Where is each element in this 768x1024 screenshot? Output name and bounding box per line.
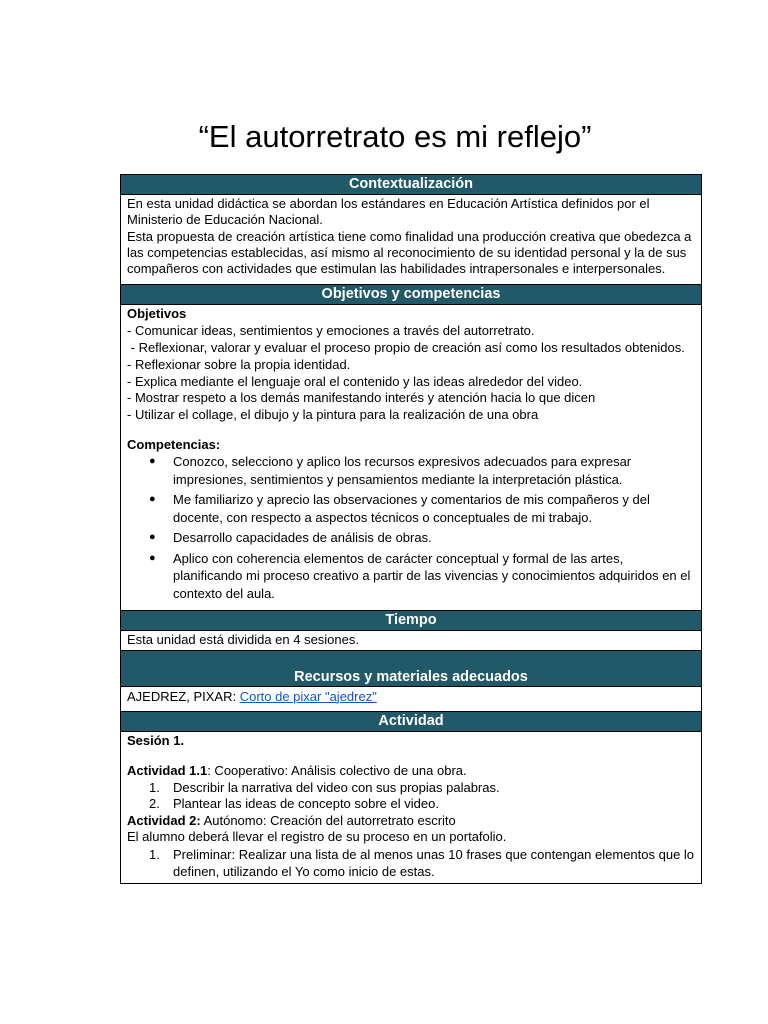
competencia-item: ● Aplico con coherencia elementos de carácter conceptual y formal de las artes, planificando mi proceso creativo a partir de las vivencias y conocimientos adquiridos en el contexto del aula. <box>149 550 695 603</box>
item-text: Describir la narrativa del video con sus propias palabras. <box>173 779 500 795</box>
item-number: 1. <box>149 779 160 795</box>
section-header-recursos: Recursos y materiales adecuados <box>121 651 701 687</box>
pixar-video-link[interactable]: Corto de pixar "ajedrez" <box>239 688 377 704</box>
actividad-2-note: El alumno deberá llevar el registro de su proceso en un portafolio. <box>127 829 507 845</box>
competencia-item: ● Me familiarizo y aprecio las observaciones y comentarios de mis compañeros y del docente, con respecto a aspectos técnicos o conceptuales de mi trabajo. <box>149 491 695 526</box>
item-number: 1. <box>149 846 160 862</box>
actividad-2-list <box>127 846 695 881</box>
objetivo-item: - Comunicar ideas, sentimientos y emociones a través del autorretrato. <box>127 322 535 338</box>
actividad-2-line <box>127 813 695 830</box>
recursos-cell <box>121 687 701 712</box>
lesson-table <box>120 174 702 884</box>
tiempo-cell <box>121 631 701 650</box>
competencia-item: ● Conozco, selecciono y aplico los recursos expresivos adecuados para expresar impresiones, sentimientos y pensamientos mediante la interpretación plástica. <box>149 453 695 488</box>
actividad-2-text: Autónomo: Creación del autorretrato escrito <box>200 812 456 828</box>
item-text: Preliminar: Realizar una lista de al menos unas 10 frases que contengan elementos que lo definen, utilizando el Yo como inicio de estas. <box>173 846 695 880</box>
objetivos-subtitle: Objetivos <box>127 306 187 322</box>
objetivo-item: - Reflexionar sobre la propia identidad. <box>127 357 351 373</box>
contextualizacion-cell <box>121 195 701 285</box>
item-number: 2. <box>149 796 160 812</box>
actividad-1-text: : Cooperativo: Análisis colectivo de una obra. <box>207 763 467 779</box>
context-paragraph-1: En esta unidad didáctica se abordan los estándares en Educación Artística definidos por el Ministerio de Educación Nacional. <box>127 196 650 228</box>
objetivo-item: - Explica mediante el lenguaje oral el contenido y las ideas alrededor del video. <box>127 373 583 389</box>
objetivo-item: - Mostrar respeto a los demás manifestando interés y atención hacia lo que dicen <box>127 390 596 406</box>
competencias-list <box>127 453 695 602</box>
recursos-prefix: AJEDREZ, PIXAR: <box>127 688 240 704</box>
section-header-tiempo: Tiempo <box>121 611 701 631</box>
actividad-2-label: Actividad 2: <box>127 812 201 828</box>
section-header-objetivos: Objetivos y competencias <box>121 285 701 305</box>
competencias-subtitle: Competencias: <box>127 437 221 453</box>
sesion-title: Sesión 1. <box>127 732 185 748</box>
tiempo-text: Esta unidad está dividida en 4 sesiones. <box>127 632 359 648</box>
item-text: Plantear las ideas de concepto sobre el video. <box>173 796 439 812</box>
actividad-1-line <box>127 763 695 780</box>
actividad-1-list <box>127 780 695 813</box>
objetivo-item: - Utilizar el collage, el dibujo y la pintura para la realización de una obra <box>127 406 539 422</box>
competencia-item: ● Desarrollo capacidades de análisis de obras. <box>149 529 695 547</box>
objetivos-cell <box>121 305 701 611</box>
document-title: “El autorretrato es mi reflejo” <box>198 119 592 154</box>
context-paragraph-2: Esta propuesta de creación artística tiene como finalidad una producción creativa que obedezca a las competencias establecidas, así mismo al reconocimiento de su identidad personal y la de sus compañeros con actividades que estimulan las habilidades intrapersonales e interpersonales. <box>127 228 692 277</box>
section-header-contextualizacion: Contextualización <box>121 175 701 195</box>
actividad-cell <box>121 732 701 883</box>
numbered-item <box>149 846 695 881</box>
actividad-1-label: Actividad 1.1 <box>127 763 208 779</box>
objetivo-item: - Reflexionar, valorar y evaluar el proceso propio de creación así como los resultados obtenidos. <box>127 340 685 356</box>
numbered-item <box>149 796 695 813</box>
section-header-actividad: Actividad <box>121 712 701 732</box>
numbered-item <box>149 780 695 797</box>
